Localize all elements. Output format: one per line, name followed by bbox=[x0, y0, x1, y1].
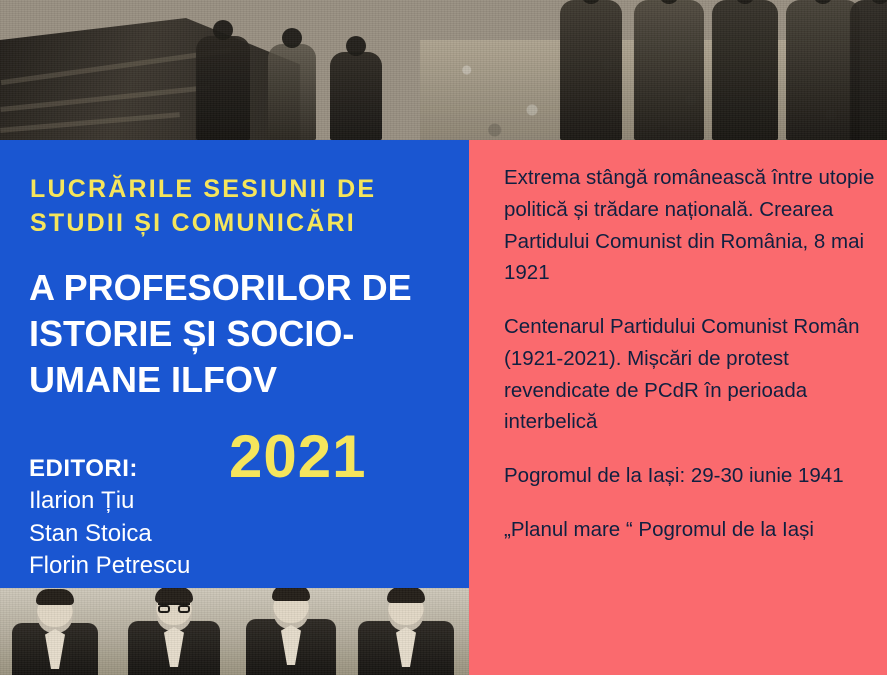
editor-name: Ilarion Țiu bbox=[29, 487, 135, 515]
topic-text: Extrema stângă românească între utopie politică și trădare națională. Crearea Partidului Comunist din România, 8 mai 1921 bbox=[504, 166, 875, 285]
editors-label: EDITORI: bbox=[29, 455, 138, 482]
topic-text: Centenarul Partidului Comunist Român (1921-2021). Mișcări de protest revendicate de PCdR în perioada interbelică bbox=[504, 315, 860, 434]
photo-grain-overlay bbox=[0, 588, 469, 675]
topics-panel bbox=[469, 140, 887, 675]
topic-text: Pogromul de la Iași: 29-30 iunie 1941 bbox=[504, 464, 844, 488]
top-historical-photo bbox=[0, 0, 887, 140]
title-panel bbox=[0, 140, 469, 588]
topic-item bbox=[504, 460, 876, 492]
topic-item bbox=[504, 162, 876, 289]
editors-block bbox=[29, 453, 289, 583]
year-label: 2021 bbox=[229, 423, 367, 490]
kicker-text: LUCRĂRILE SESIUNII DE STUDII ȘI COMUNICĂRI bbox=[30, 175, 377, 237]
editor-name: Stan Stoica bbox=[29, 519, 152, 547]
photo-grain-overlay bbox=[0, 0, 887, 140]
topics-list bbox=[504, 162, 876, 568]
page-title: A PROFESORILOR DE ISTORIE ȘI SOCIO-UMANE ILFOV bbox=[29, 267, 412, 401]
topic-item bbox=[504, 311, 876, 438]
topic-item bbox=[504, 514, 876, 546]
topic-text: „Planul mare “ Pogromul de la Iași bbox=[504, 517, 814, 541]
bottom-historical-photo bbox=[0, 588, 469, 675]
editor-name: Florin Petrescu bbox=[29, 552, 191, 580]
